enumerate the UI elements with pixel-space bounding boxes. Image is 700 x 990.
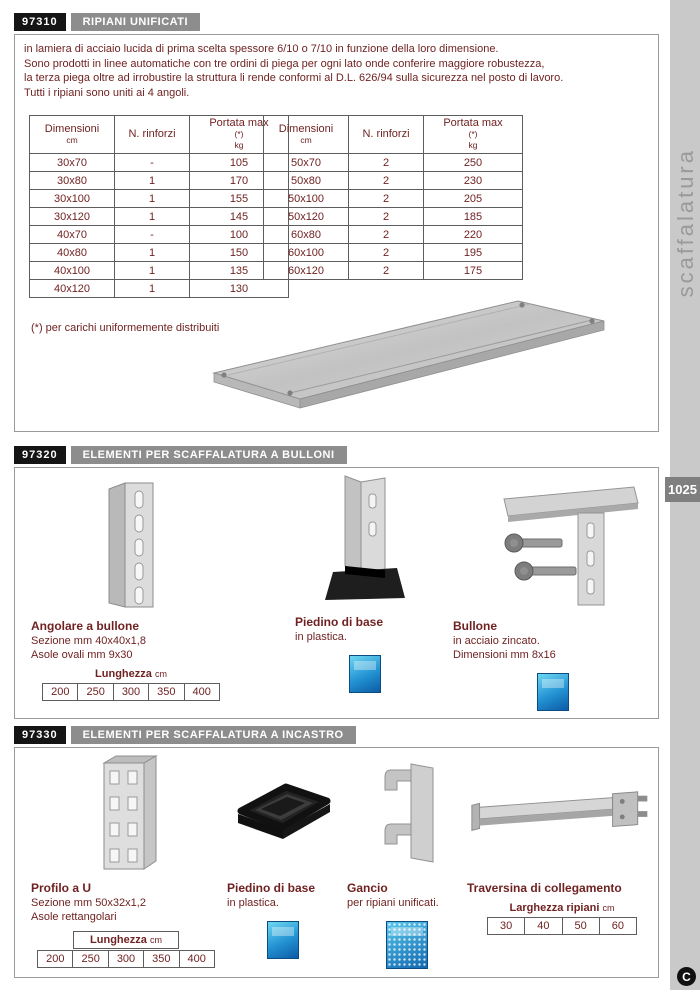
product-traversina [467, 752, 657, 935]
header-label: Dimensioni [44, 122, 100, 135]
table-cell: 145 [190, 208, 289, 226]
bolt-image [453, 476, 653, 614]
product-spec: Sezione mm 40x40x1,8 [31, 635, 146, 647]
table-row [264, 244, 523, 262]
table-cell: 220 [424, 226, 523, 244]
table-cell: 60x80 [264, 226, 349, 244]
table-cell: 40x70 [30, 226, 115, 244]
header-unit: cm [66, 134, 78, 145]
table-cell: 170 [190, 172, 289, 190]
table-cell: 2 [349, 244, 424, 262]
table-cell: 1 [115, 244, 190, 262]
length-options-row [42, 683, 220, 701]
section-code: 97320 [14, 446, 66, 464]
table-cell: 195 [424, 244, 523, 262]
plastic-base-image [227, 752, 339, 876]
section-header [14, 446, 659, 464]
table-row [30, 208, 289, 226]
width-options [467, 902, 657, 935]
package-photo [453, 673, 653, 711]
product-name: Piedino di base [227, 881, 316, 895]
package-box-icon [267, 921, 299, 959]
table-cell: 30x100 [30, 190, 115, 208]
table-cell: - [115, 154, 190, 172]
u-profile-image [31, 752, 221, 876]
section-body [14, 467, 659, 719]
footnote: (*) per carichi uniformemente distribuiti [31, 322, 220, 334]
table-cell: 2 [349, 262, 424, 280]
table-cell: 30x80 [30, 172, 115, 190]
header-label: N. rinforzi [362, 128, 410, 140]
product-angolare-a-bullone [31, 476, 231, 701]
table-cell: 2 [349, 172, 424, 190]
section-elementi-incastro [14, 726, 659, 978]
table-cell: 50x80 [264, 172, 349, 190]
size-cell: 30 [500, 920, 513, 932]
table-cell: 40x100 [30, 262, 115, 280]
product-name: Profilo a U [31, 881, 92, 895]
header-unit: kg [468, 140, 478, 150]
section-body [14, 747, 659, 978]
size-cell: 300 [113, 684, 148, 700]
section-title: ELEMENTI PER SCAFFALATURA A BULLONI [71, 446, 347, 464]
size-cell: 200 [51, 686, 70, 698]
table-row [264, 226, 523, 244]
product-name: Traversina di collegamento [467, 881, 622, 895]
column-header-rinforzi [115, 116, 190, 154]
table-cell: 175 [424, 262, 523, 280]
table-cell: 60x100 [264, 244, 349, 262]
table-row [30, 172, 289, 190]
hook-image [347, 752, 467, 876]
copyright-icon: C [677, 967, 696, 986]
table-cell: 155 [190, 190, 289, 208]
table-cell: 30x120 [30, 208, 115, 226]
size-unit: cm [154, 669, 167, 679]
description-line: Tutti i ripiani sono uniti ai 4 angoli. [24, 86, 190, 99]
product-spec: in plastica. [295, 631, 347, 643]
spec-table-right [263, 115, 523, 280]
length-options [31, 930, 221, 968]
package-box-icon [386, 921, 428, 969]
table-cell: 30x70 [30, 154, 115, 172]
table-cell: 150 [190, 244, 289, 262]
size-unit: cm [149, 935, 162, 945]
size-cell: 400 [179, 951, 214, 967]
description-line: la terza piega oltre ad irrobustire la struttura li rende conformi al D.L. 626/94 sulla sicurezza nel posto di lavoro. [24, 72, 564, 84]
section-title: RIPIANI UNIFICATI [71, 13, 200, 31]
header-footnote-mark: (*) [234, 129, 244, 139]
table-cell: 50x120 [264, 208, 349, 226]
table-cell: 50x100 [264, 190, 349, 208]
spec-table-left [29, 115, 289, 298]
product-name: Angolare a bullone [31, 619, 140, 633]
table-cell: 1 [115, 208, 190, 226]
section-header [14, 13, 659, 31]
table-row [30, 190, 289, 208]
product-spec: Sezione mm 50x32x1,2 [31, 897, 146, 909]
table-cell: 40x120 [30, 280, 115, 298]
page-number: 1025 [665, 477, 700, 502]
crossbar-image [467, 752, 657, 876]
table-row [264, 208, 523, 226]
table-cell: 50x70 [264, 154, 349, 172]
section-ripiani-unificati [14, 13, 659, 432]
size-cell: 350 [143, 951, 178, 967]
table-cell: - [115, 226, 190, 244]
table-cell: 230 [424, 172, 523, 190]
size-cell: 60 [599, 918, 636, 934]
product-piedino-di-base [227, 752, 339, 959]
product-gancio [347, 752, 467, 969]
header-label: N. rinforzi [128, 128, 176, 140]
package-box-icon [537, 673, 569, 711]
side-band-label: scaffalatura [673, 148, 698, 298]
table-cell: 40x80 [30, 244, 115, 262]
size-label-text: Lunghezza [95, 668, 152, 680]
table-row [30, 154, 289, 172]
width-options-row [487, 917, 637, 935]
description [24, 42, 563, 100]
section-code: 97330 [14, 726, 66, 744]
length-options-row [37, 950, 215, 968]
shelf-panel-image [200, 287, 620, 427]
size-label [31, 668, 231, 680]
column-header-dimensioni [264, 116, 349, 154]
base-foot-image [295, 472, 435, 610]
table-cell: 2 [349, 190, 424, 208]
table-cell: 205 [424, 190, 523, 208]
size-cell: 250 [72, 951, 107, 967]
section-title: ELEMENTI PER SCAFFALATURA A INCASTRO [71, 726, 356, 744]
size-label [73, 931, 179, 949]
size-cell: 350 [148, 684, 183, 700]
table-cell: 135 [190, 262, 289, 280]
header-label: Portata max [443, 117, 503, 129]
header-footnote-mark: (*) [468, 129, 478, 139]
table-row [30, 262, 289, 280]
description-line: in lamiera di acciaio lucida di prima scelta spessore 6/10 o 7/10 in funzione della loro dimensione. [24, 43, 499, 55]
column-header-rinforzi [349, 116, 424, 154]
length-options [31, 668, 231, 701]
header-unit: kg [234, 140, 244, 150]
table-row [30, 226, 289, 244]
table-cell: 2 [349, 226, 424, 244]
size-unit: cm [602, 903, 615, 913]
table-cell: 105 [190, 154, 289, 172]
size-label-text: Larghezza ripiani [509, 902, 600, 914]
table-row [264, 172, 523, 190]
product-spec: in acciaio zincato. [453, 635, 540, 647]
product-profilo-a-u [31, 752, 221, 968]
section-body [14, 34, 659, 432]
table-row [264, 262, 523, 280]
column-header-portata [424, 116, 523, 154]
package-photo [227, 921, 339, 959]
table-row [264, 154, 523, 172]
product-name: Gancio [347, 881, 388, 895]
table-cell: 2 [349, 208, 424, 226]
table-cell: 1 [115, 172, 190, 190]
table-cell: 250 [424, 154, 523, 172]
product-spec: Asole rettangolari [31, 911, 117, 923]
size-label-text: Lunghezza [90, 934, 147, 946]
product-bullone [453, 476, 653, 711]
table-cell: 1 [115, 280, 190, 298]
header-label: Dimensioni [278, 122, 334, 135]
size-cell: 200 [46, 953, 65, 965]
table-cell: 100 [190, 226, 289, 244]
table-row [30, 244, 289, 262]
size-label [467, 902, 657, 914]
table-cell: 185 [424, 208, 523, 226]
table-header-row [30, 116, 289, 154]
table-cell: 1 [115, 262, 190, 280]
size-cell: 400 [184, 684, 219, 700]
column-header-dimensioni [30, 116, 115, 154]
product-spec: Asole ovali mm 9x30 [31, 649, 133, 661]
description-line: Sono prodotti in linee automatiche con tre ordini di piega per ogni lato onde conferire maggiore robustezza, [24, 57, 545, 70]
table-cell: 1 [115, 190, 190, 208]
table-cell: 130 [190, 280, 289, 298]
package-photo [347, 921, 467, 969]
size-cell: 40 [524, 918, 561, 934]
size-cell: 250 [77, 684, 112, 700]
table-header-row [264, 116, 523, 154]
header-label: Portata max [209, 117, 269, 129]
product-name: Piedino di base [295, 615, 384, 629]
section-code: 97310 [14, 13, 66, 31]
product-spec: in plastica. [227, 897, 279, 909]
product-name: Bullone [453, 619, 497, 633]
product-piedino-di-base [295, 472, 435, 693]
section-header [14, 726, 659, 744]
header-unit: cm [300, 134, 312, 145]
product-spec: per ripiani unificati. [347, 897, 439, 909]
table-cell: 60x120 [264, 262, 349, 280]
table-cell: 2 [349, 154, 424, 172]
table-row [264, 190, 523, 208]
section-elementi-bulloni [14, 446, 659, 719]
size-cell: 300 [108, 951, 143, 967]
angle-profile-image [31, 476, 231, 614]
size-cell: 50 [562, 918, 599, 934]
package-photo [295, 655, 435, 693]
product-spec: Dimensioni mm 8x16 [453, 649, 556, 661]
package-box-icon [349, 655, 381, 693]
